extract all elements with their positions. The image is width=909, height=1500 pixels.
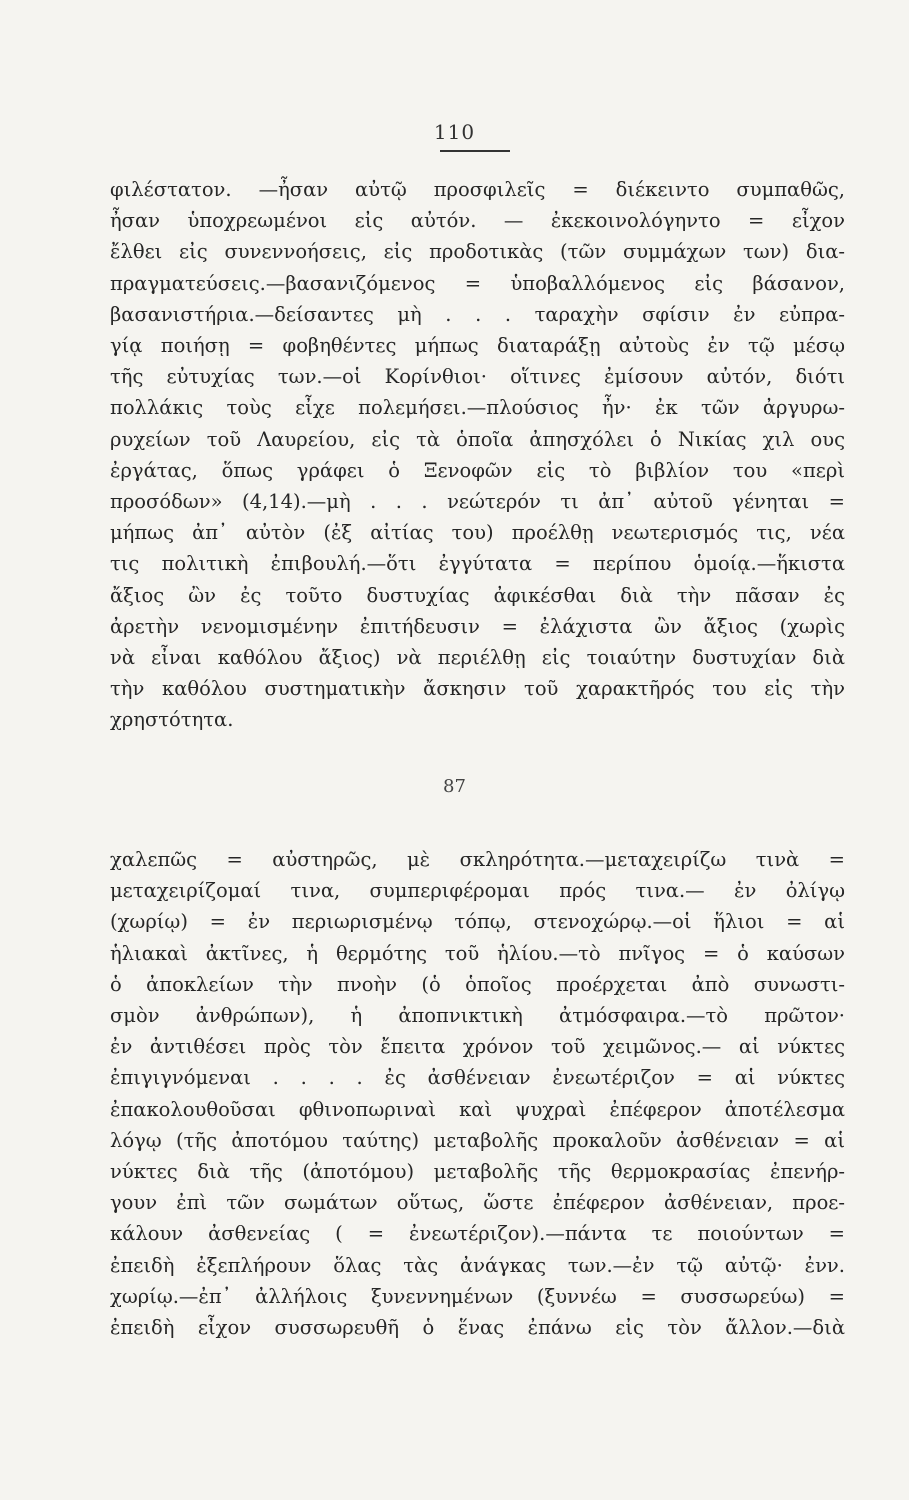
page-number-underline bbox=[440, 150, 510, 152]
text-line: βασανιστήρια.—δείσαντες μὴ . . . ταραχὴν σφίσιν ἐν εὐπρα- bbox=[110, 302, 845, 326]
text-line: τις πολιτικὴ ἐπιβουλή.—ὅτι ἐγγύτατα = περίπου ὁμοίᾳ.—ἥκιστα bbox=[110, 552, 845, 576]
page-number: 110 bbox=[433, 120, 476, 144]
text-line: ρυχείων τοῦ Λαυρείου, εἰς τὰ ὁποῖα ἀπησχόλει ὁ Νικίας χιλ ους bbox=[110, 427, 845, 451]
text-line: ἀρετὴν νενομισμένην ἐπιτήδευσιν = ἐλάχιστα ὢν ἄξιος (χωρὶς bbox=[110, 614, 845, 638]
text-line: νὰ εἶναι καθόλου ἄξιος) νὰ περιέλθῃ εἰς τοιαύτην δυστυχίαν διὰ bbox=[110, 646, 845, 670]
text-line: ἐπειδὴ ἐξεπλήρουν ὅλας τὰς ἀνάγκας των.—ἐν τῷ αὐτῷ· ἐνν. bbox=[110, 1253, 845, 1277]
text-line: νύκτες διὰ τῆς (ἀποτόμου) μεταβολῆς τῆς θερμοκρασίας ἐπενήρ- bbox=[110, 1160, 845, 1184]
text-line: τῆς εὐτυχίας των.—οἱ Κορίνθιοι· οἵτινες ἐμίσουν αὐτόν, διότι bbox=[110, 365, 845, 389]
text-line: ὁ ἀποκλείων τὴν πνοὴν (ὁ ὁποῖος προέρχεται ἀπὸ συνωστι- bbox=[110, 972, 845, 996]
text-line: ἐν ἀντιθέσει πρὸς τὸν ἔπειτα χρόνον τοῦ χειμῶνος.— αἱ νύκτες bbox=[110, 1035, 845, 1059]
text-line: ἐπειδὴ εἶχον συσσωρευθῆ ὁ ἕνας ἐπάνω εἰς τὸν ἄλλον.—διὰ bbox=[110, 1316, 845, 1340]
text-line: χρηστότητα. bbox=[110, 708, 234, 732]
text-line: μήπως ἀπ᾽ αὐτὸν (ἐξ αἰτίας του) προέλθῃ νεωτερισμός τις, νέα bbox=[110, 521, 845, 545]
text-line: ἐπιγιγνόμεναι . . . . ἐς ἀσθένειαν ἐνεωτέριζον = αἱ νύκτες bbox=[110, 1066, 845, 1090]
text-line: κάλουν ἀσθενείας ( = ἐνεωτέριζον).—πάντα τε ποιούντων = bbox=[110, 1222, 845, 1246]
text-line: προσόδων» (4,14).—μὴ . . . νεώτερόν τι ἀπ᾽ αὐτοῦ γένηται = bbox=[110, 490, 845, 514]
text-line: χαλεπῶς = αὐστηρῶς, μὲ σκληρότητα.—μεταχειρίζω τινὰ = bbox=[110, 848, 845, 871]
text-line: πραγματεύσεις.—βασανιζόμενος = ὑποβαλλόμενος εἰς βάσανον, bbox=[110, 271, 845, 295]
section-number: 87 bbox=[443, 776, 466, 797]
text-line: πολλάκις τοὺς εἶχε πολεμήσει.—πλούσιος ἦν· ἐκ τῶν ἀργυρω- bbox=[110, 396, 845, 420]
commentary-block-1 bbox=[110, 174, 845, 736]
text-line: τὴν καθόλου συστηματικὴν ἄσκησιν τοῦ χαρακτῆρός του εἰς τὴν bbox=[110, 677, 845, 701]
text-line: ἐργάτας, ὅπως γράφει ὁ Ξενοφῶν εἰς τὸ βιβλίον του «περὶ bbox=[110, 458, 845, 482]
text-line: ἔλθει εἰς συνεννοήσεις, εἰς προδοτικὰς (τῶν συμμάχων των) δια- bbox=[110, 240, 845, 264]
text-line: χωρίῳ.—ἐπ᾽ ἀλλήλοις ξυνεννημένων (ξυννέω = συσσωρεύω) = bbox=[110, 1284, 845, 1308]
text-line: σμὸν ἀνθρώπων), ἡ ἀποπνικτικὴ ἀτμόσφαιρα.—τὸ πρῶτον· bbox=[110, 1004, 845, 1028]
text-line: (χωρίῳ) = ἐν περιωρισμένῳ τόπῳ, στενοχώρῳ.—οἱ ἥλιοι = αἱ bbox=[110, 910, 845, 934]
text-line: ἡλιακαὶ ἀκτῖνες, ἡ θερμότης τοῦ ἡλίου.—τὸ πνῖγος = ὁ καύσων bbox=[110, 941, 845, 965]
text-line: ἄξιος ὢν ἐς τοῦτο δυστυχίας ἀφικέσθαι διὰ τὴν πᾶσαν ἐς bbox=[110, 583, 845, 607]
text-line: γουν ἐπὶ τῶν σωμάτων οὕτως, ὥστε ἐπέφερον ἀσθένειαν, προε- bbox=[110, 1191, 845, 1215]
commentary-block-2 bbox=[110, 844, 845, 1343]
text-line: μεταχειρίζομαί τινα, συμπεριφέρομαι πρός τινα.— ἐν ὀλίγῳ bbox=[110, 879, 845, 903]
text-line: λόγῳ (τῆς ἀποτόμου ταύτης) μεταβολῆς προκαλοῦν ἀσθένειαν = αἱ bbox=[110, 1128, 845, 1152]
text-line: γίᾳ ποιήσῃ = φοβηθέντες μήπως διαταράξῃ αὐτοὺς ἐν τῷ μέσῳ bbox=[110, 334, 845, 358]
text-line: ἐπακολουθοῦσαι φθινοπωριναὶ καὶ ψυχραὶ ἐπέφερον ἀποτέλεσμα bbox=[110, 1097, 845, 1121]
text-line: ἦσαν ὑποχρεωμένοι εἰς αὐτόν. — ἐκεκοινολόγηντο = εἶχον bbox=[110, 209, 845, 233]
text-line: φιλέστατον. —ἦσαν αὐτῷ προσφιλεῖς = διέκειντο συμπαθῶς, bbox=[110, 178, 845, 201]
